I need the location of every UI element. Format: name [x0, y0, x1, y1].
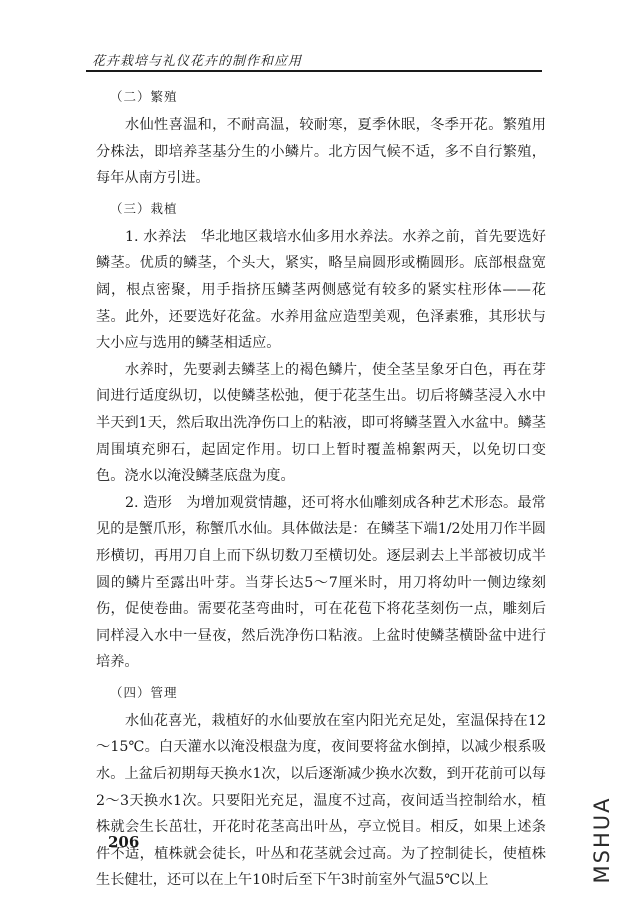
paragraph: 2. 造形 为增加观赏情趣，还可将水仙雕刻成各种艺术形态。最常见的是蟹爪形，称蟹爪水仙。具体做法是：在鳞茎下端1/2处用刀作半圆形横切，再用刀自上而下纵切数刀至横切处。逐层剥去上半部被切成半圆的鳞片至露出叶芽。当芽长达5～7厘米时，用刀将幼叶一侧边缘刻伤，促使卷曲。需要花茎弯曲时，可在花苞下将花茎刻伤一点，雕刻后同样浸入水中一昼夜，然后洗净伤口粘液。上盆时使鳞茎横卧盆中进行培养。: [96, 494, 546, 671]
page-number: 206: [108, 833, 140, 851]
paragraph: 1. 水养法 华北地区栽培水仙多用水养法。水养之前，首先要选好鳞茎。优质的鳞茎，个头大，紧实，略呈扁圆形或椭圆形。底部根盘宽阔，根点密聚，用手指挤压鳞茎两侧感觉有较多的紧实柱形体——花茎。此外，还要选好花盆。水养用盆应造型美观，色泽素雅，其形状与大小应与选用的鳞茎相适应。: [96, 228, 546, 352]
page-body: [96, 82, 546, 894]
header-rule: [86, 70, 542, 72]
running-header-title: 花卉栽培与礼仪花卉的制作和应用: [92, 54, 303, 69]
paragraph: 水仙花喜光，栽植好的水仙要放在室内阳光充足处，室温保持在12～15℃。白天灌水以淹没根盘为度，夜间要将盆水倒掉，以减少根系吸水。上盆后初期每天换水1次，以后逐渐减少换水次数，到开花前可以每2～3天换水1次。只要阳光充足，温度不过高，夜间适当控制给水，植株就会生长茁壮，开花时花茎高出叶丛，亭立悦目。相反，如果上述条件不适，植株就会徒长，叶丛和花茎就会过高。为了控制徒长，使植株生长健壮，还可以在上午10时后至下午3时前室外气温5℃以上: [96, 712, 546, 889]
watermark: [591, 795, 613, 885]
watermark-text: MSHUA: [590, 796, 614, 884]
paragraph: 水养时，先要剥去鳞茎上的褐色鳞片，使全茎呈象牙白色，再在芽间进行适度纵切，以使鳞茎松弛，便于花茎生出。切后将鳞茎浸入水中半天到1天，然后取出洗净伤口上的粘液，即可将鳞茎置入水盆中。鳞茎周围填充卵石，起固定作用。切口上暂时覆盖棉絮两天，以免切口变色。浇水以淹没鳞茎底盘为度。: [96, 361, 546, 485]
section-heading-planting: （三）栽植: [110, 200, 178, 216]
section-heading-propagation: （二）繁殖: [110, 89, 178, 104]
paragraph: 水仙性喜温和，不耐高温，较耐寒，夏季休眠，冬季开花。繁殖用分株法，即培养茎基分生的小鳞片。北方因气候不适，多不自行繁殖，每年从南方引进。: [96, 117, 546, 187]
section-heading-management: （四）管理: [110, 684, 178, 700]
